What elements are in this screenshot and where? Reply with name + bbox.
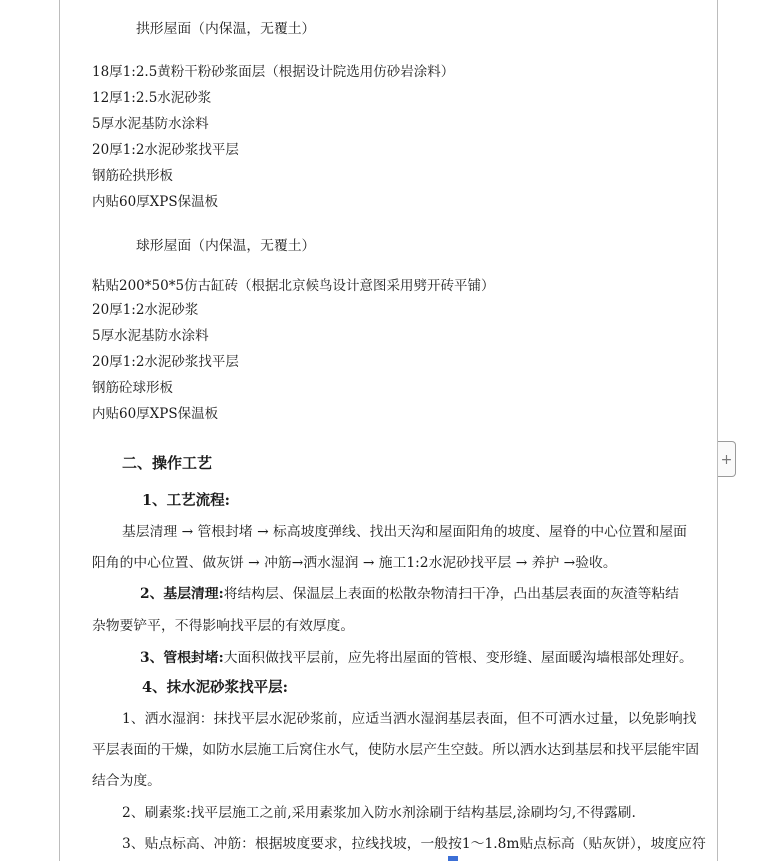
paragraph-text-line: 3、贴点标高、冲筋：根据坡度要求，拉线找坡，一般按1～1.8m贴点标高（贴灰饼），坡度应符	[122, 836, 706, 852]
paragraph-pipe-sealing	[140, 649, 693, 667]
paragraph-text-line: 1、洒水湿润：抹找平层水泥砂浆前，应适当洒水湿润基层表面，但不可洒水过量，以免影响找	[122, 711, 697, 727]
layer-line: 20厚1:2水泥砂浆	[92, 302, 199, 318]
paragraph-base-cleaning	[140, 585, 679, 603]
status-icon	[448, 856, 458, 861]
paragraph-text-line: 结合为度。	[92, 773, 161, 789]
subheading-mortar-leveling: 4、抹水泥砂浆找平层:	[142, 679, 288, 696]
layer-line: 5厚水泥基防水涂料	[92, 116, 209, 132]
layer-line: 内贴60厚XPS保温板	[92, 194, 219, 210]
layer-line: 内贴60厚XPS保温板	[92, 406, 219, 422]
page-left-edge	[59, 0, 60, 861]
paragraph-text-line: 杂物要铲平，不得影响找平层的有效厚度。	[92, 618, 355, 634]
layer-line: 粘贴200*50*5仿古缸砖（根据北京候鸟设计意图采用劈开砖平铺）	[92, 278, 495, 294]
status-strip	[440, 855, 520, 861]
inline-text: 大面积做找平层前，应先将出屋面的管根、变形缝、屋面暖沟墙根部处理好。	[223, 650, 693, 666]
page-right-edge	[717, 0, 718, 861]
flow-text-line: 基层清理 → 管根封堵 → 标高坡度弹线、找出天沟和屋面阳角的坡度、屋脊的中心位置和屋面	[122, 524, 687, 540]
layer-line: 18厚1:2.5黄粉干粉砂浆面层（根据设计院选用仿砂岩涂料）	[92, 64, 455, 80]
flow-text-line: 阳角的中心位置、做灰饼 → 冲筋→洒水湿润 → 施工1:2水泥砂找平层 → 养护 →验收。	[92, 555, 617, 571]
subheading-process-flow: 1、工艺流程:	[142, 492, 230, 509]
layer-line: 20厚1:2水泥砂浆找平层	[92, 142, 239, 158]
inline-text: 将结构层、保温层上表面的松散杂物清扫干净，凸出基层表面的灰渣等粘结	[223, 586, 679, 602]
inline-title-pipe-sealing: 3、管根封堵:	[140, 650, 224, 666]
section-title-arch-roof: 拱形屋面（内保温，无覆土）	[136, 21, 316, 37]
layer-line: 钢筋砼球形板	[92, 380, 173, 396]
layer-line: 20厚1:2水泥砂浆找平层	[92, 354, 239, 370]
paragraph-text-line: 平层表面的干燥，如防水层施工后窝住水气，使防水层产生空鼓。所以洒水达到基层和找平层能牢固	[92, 742, 700, 758]
layer-line: 5厚水泥基防水涂料	[92, 328, 209, 344]
layer-line: 12厚1:2.5水泥砂浆	[92, 90, 212, 106]
layer-line: 钢筋砼拱形板	[92, 168, 173, 184]
inline-title-base-cleaning: 2、基层清理:	[140, 586, 224, 602]
section-title-dome-roof: 球形屋面（内保温，无覆土）	[136, 238, 316, 254]
heading-operation-process: 二、操作工艺	[122, 454, 213, 472]
expand-panel-button[interactable]: +	[718, 441, 736, 477]
paragraph-text-line: 2、刷素浆:找平层施工之前,采用素浆加入防水剂涂刷于结构基层,涂刷均匀,不得露刷.	[122, 805, 636, 821]
